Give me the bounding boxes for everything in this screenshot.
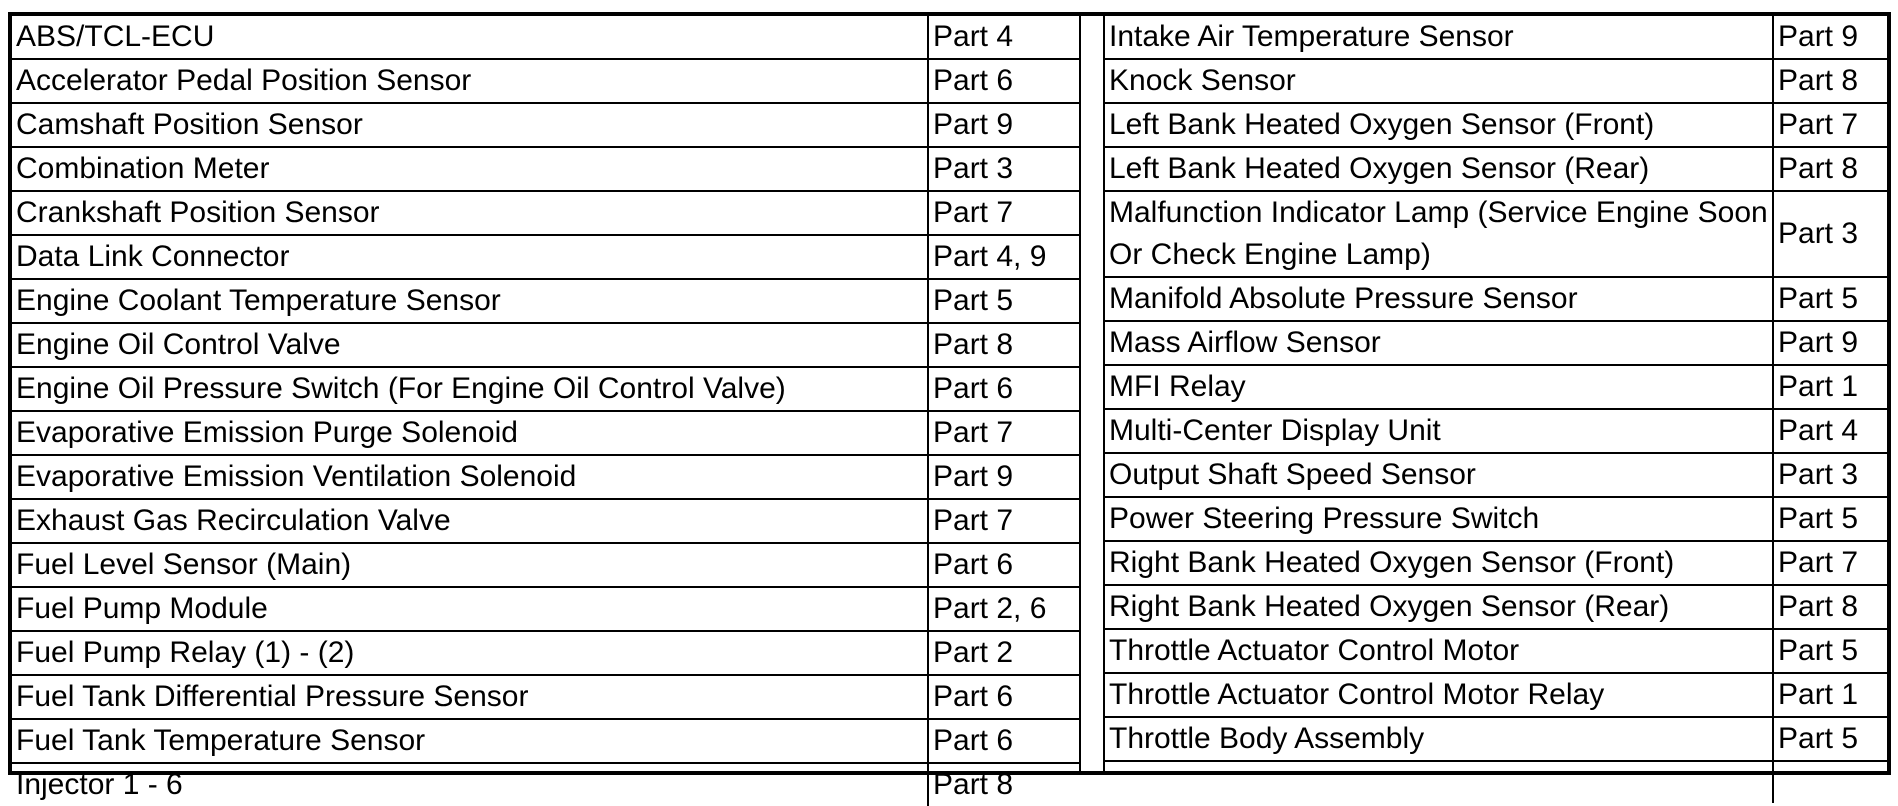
part-reference: Part 4 [928, 16, 1079, 59]
component-name: Throttle Actuator Control Motor Relay [1105, 673, 1773, 717]
component-name: Engine Oil Pressure Switch (For Engine Oil Control Valve) [12, 367, 928, 411]
component-name: Exhaust Gas Recirculation Valve [12, 499, 928, 543]
component-name: Data Link Connector [12, 235, 928, 279]
part-reference: Part 9 [928, 455, 1079, 499]
table-row [12, 191, 1079, 235]
part-reference: Part 1 [1773, 673, 1887, 717]
component-name: MFI Relay [1105, 365, 1773, 409]
part-reference: Part 5 [1773, 629, 1887, 673]
part-reference: Part 4 [1773, 409, 1887, 453]
component-name: Left Bank Heated Oxygen Sensor (Rear) [1105, 147, 1773, 191]
component-name: Left Bank Heated Oxygen Sensor (Front) [1105, 103, 1773, 147]
part-reference: Part 2, 6 [928, 587, 1079, 631]
column-gap [1079, 16, 1105, 771]
component-name: Combination Meter [12, 147, 928, 191]
component-name: Engine Coolant Temperature Sensor [12, 279, 928, 323]
table-row [1105, 541, 1887, 585]
component-name: Camshaft Position Sensor [12, 103, 928, 147]
part-reference: Part 1 [1773, 365, 1887, 409]
table-row [1105, 16, 1887, 59]
table-row [1105, 191, 1887, 277]
table-row [1105, 497, 1887, 541]
component-name: Crankshaft Position Sensor [12, 191, 928, 235]
component-name: Knock Sensor [1105, 59, 1773, 103]
table-row [12, 411, 1079, 455]
table-row [12, 367, 1079, 411]
right-table [1105, 16, 1887, 803]
table-row [12, 59, 1079, 103]
component-name: Fuel Tank Temperature Sensor [12, 719, 928, 763]
table-row [12, 499, 1079, 543]
part-reference: Part 3 [1773, 453, 1887, 497]
part-reference: Part 6 [928, 59, 1079, 103]
table-row [1105, 585, 1887, 629]
component-name [1105, 761, 1773, 803]
table-row [1105, 717, 1887, 761]
table-row [1105, 673, 1887, 717]
part-reference: Part 6 [928, 719, 1079, 763]
part-reference: Part 8 [928, 763, 1079, 806]
part-reference: Part 6 [928, 675, 1079, 719]
component-name: Right Bank Heated Oxygen Sensor (Front) [1105, 541, 1773, 585]
component-name: Accelerator Pedal Position Sensor [12, 59, 928, 103]
table-row [12, 631, 1079, 675]
part-reference: Part 5 [928, 279, 1079, 323]
part-reference: Part 8 [928, 323, 1079, 367]
part-reference: Part 3 [1773, 191, 1887, 277]
table-row [1105, 321, 1887, 365]
component-name: Right Bank Heated Oxygen Sensor (Rear) [1105, 585, 1773, 629]
table-row [12, 587, 1079, 631]
table-row [1105, 629, 1887, 673]
component-name: ABS/TCL-ECU [12, 16, 928, 59]
component-name: Engine Oil Control Valve [12, 323, 928, 367]
component-name: Evaporative Emission Purge Solenoid [12, 411, 928, 455]
table-row [1105, 277, 1887, 321]
part-reference: Part 8 [1773, 59, 1887, 103]
table-row [1105, 147, 1887, 191]
part-reference: Part 5 [1773, 717, 1887, 761]
component-name: Throttle Actuator Control Motor [1105, 629, 1773, 673]
part-reference: Part 9 [1773, 16, 1887, 59]
component-name: Fuel Tank Differential Pressure Sensor [12, 675, 928, 719]
table-row [12, 675, 1079, 719]
component-name: Multi-Center Display Unit [1105, 409, 1773, 453]
table-row [1105, 761, 1887, 803]
table-row [1105, 59, 1887, 103]
table-row [1105, 365, 1887, 409]
part-reference: Part 8 [1773, 147, 1887, 191]
part-reference: Part 5 [1773, 497, 1887, 541]
component-name: Injector 1 - 6 [12, 763, 928, 806]
part-reference: Part 3 [928, 147, 1079, 191]
part-reference: Part 7 [928, 411, 1079, 455]
component-name: Manifold Absolute Pressure Sensor [1105, 277, 1773, 321]
part-reference: Part 7 [1773, 541, 1887, 585]
component-name: Fuel Pump Relay (1) - (2) [12, 631, 928, 675]
part-reference: Part 5 [1773, 277, 1887, 321]
component-name: Output Shaft Speed Sensor [1105, 453, 1773, 497]
part-reference: Part 9 [1773, 321, 1887, 365]
left-table [12, 16, 1079, 806]
component-name: Malfunction Indicator Lamp (Service Engine Soon Or Check Engine Lamp) [1105, 191, 1773, 277]
part-reference: Part 6 [928, 367, 1079, 411]
part-reference: Part 7 [928, 191, 1079, 235]
table-row [1105, 453, 1887, 497]
table-row [12, 279, 1079, 323]
table-row [1105, 103, 1887, 147]
table-row [12, 16, 1079, 59]
table-row [12, 103, 1079, 147]
component-name: Fuel Level Sensor (Main) [12, 543, 928, 587]
part-reference: Part 7 [1773, 103, 1887, 147]
part-reference: Part 4, 9 [928, 235, 1079, 279]
table-row [12, 235, 1079, 279]
component-name: Throttle Body Assembly [1105, 717, 1773, 761]
component-name: Evaporative Emission Ventilation Solenoid [12, 455, 928, 499]
part-reference: Part 7 [928, 499, 1079, 543]
table-row [12, 147, 1079, 191]
part-reference [1773, 761, 1887, 803]
part-reference: Part 8 [1773, 585, 1887, 629]
table-row [12, 543, 1079, 587]
component-name: Mass Airflow Sensor [1105, 321, 1773, 365]
table-row [1105, 409, 1887, 453]
table-row [12, 719, 1079, 763]
component-name: Fuel Pump Module [12, 587, 928, 631]
table-row [12, 455, 1079, 499]
table-row [12, 323, 1079, 367]
part-reference: Part 2 [928, 631, 1079, 675]
part-reference: Part 6 [928, 543, 1079, 587]
component-name: Power Steering Pressure Switch [1105, 497, 1773, 541]
part-reference: Part 9 [928, 103, 1079, 147]
component-index-table [8, 12, 1891, 801]
component-name: Intake Air Temperature Sensor [1105, 16, 1773, 59]
